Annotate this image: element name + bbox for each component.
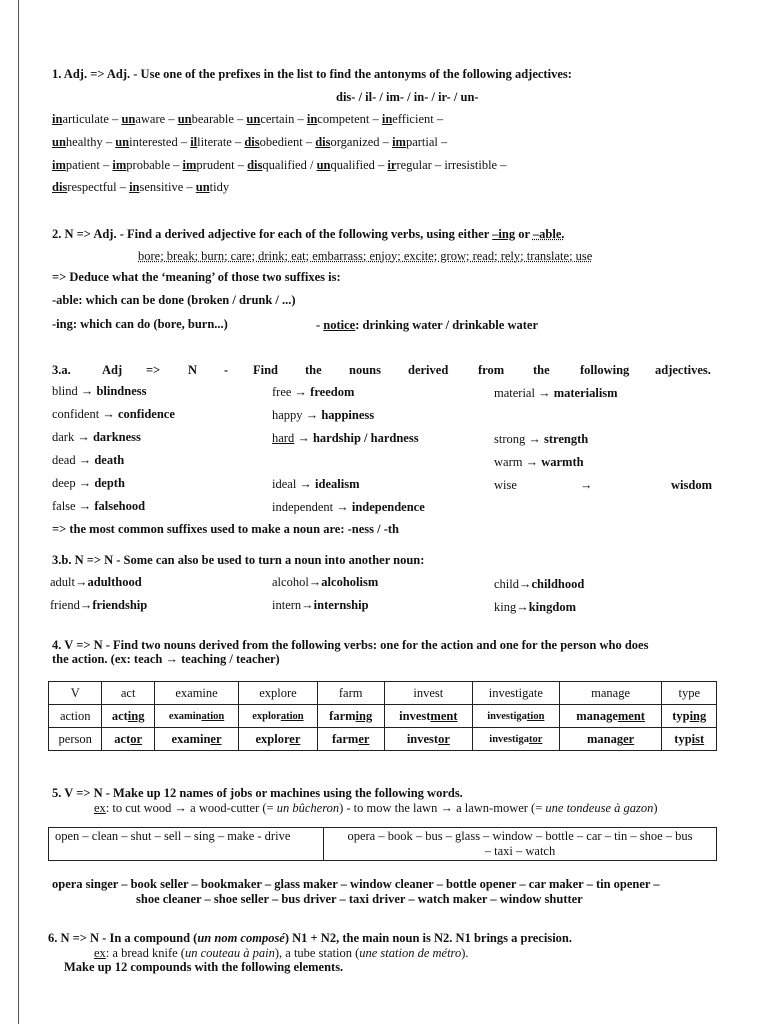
noun-stem: farm [329,708,356,723]
word-pair [494,577,584,592]
prefix-answer: im [182,158,197,172]
section-4-title-2: the action. (ex: teach → teaching / teacher) [52,652,280,666]
prefix-list: dis- / il- / im- / in- / ir- / un- [336,90,479,104]
person-noun-cell [384,728,472,751]
prefix-answer: dis [52,180,68,194]
action-noun-cell [662,705,717,728]
derived-noun: materialism [553,386,618,400]
source-word: alcohol [272,575,309,589]
person-noun-cell [102,728,154,751]
derived-noun: warmth [541,455,584,469]
arrow-icon: → [534,386,554,400]
source-word: happy [272,408,303,422]
word-pair [494,432,588,447]
derived-noun: falsehood [94,499,146,513]
noun-stem: examin [168,710,202,722]
adjective-text: aware – [135,112,178,126]
word-pair [52,407,175,422]
arrow-icon: → [75,453,95,467]
word-pair [52,384,146,399]
derived-noun: wisdom [671,478,712,492]
action-noun-cell [384,705,472,728]
action-noun-cell [317,705,384,728]
adjective-text: qualified – [330,158,388,172]
arrow-icon: → [75,499,95,513]
notice-line: - notice: drinking water / drinkable water [316,318,538,332]
noun-suffix: tion [526,710,545,722]
noun-stem: typ [672,708,690,723]
noun-stem: person [58,731,92,746]
section-3a-title-word: derived [408,363,449,377]
section-6-example: ex: a bread knife (un couteau à pain), a tube station (une station de métro). [94,946,469,960]
noun-stem: invest [399,708,431,723]
source-word: king [494,600,517,614]
section-6-instruction: Make up 12 compounds with the following elements. [64,960,344,974]
verb-cell: act [102,682,154,705]
arrow-icon: → [308,575,322,589]
prefix-answer: im [112,158,127,172]
verb-noun-table [48,681,717,751]
word-box-row [49,828,717,861]
derived-noun: idealism [315,477,360,491]
noun-stem: invest [406,731,439,746]
source-word: material [494,386,535,400]
section-3a-title-word: adjectives. [655,363,711,377]
deduce-instruction: => Deduce what the ‘meaning’ of those two suffixes is: [52,270,341,284]
derived-noun: alcoholism [321,575,379,589]
noun-suffix: ing [127,708,145,723]
word-pair [52,476,125,491]
section-3a-title-word: 3.a. [52,363,71,377]
noun-suffix: ation [201,710,225,722]
person-noun-cell [472,728,559,751]
derived-noun: blindness [96,384,147,398]
section-5-answers-1: opera singer – book seller – bookmaker – glass maker – window cleaner – bottle opener – car maker – tin opener – [52,877,660,891]
arrow-icon: → [333,500,352,514]
table-row-verbs [49,682,717,705]
verb-cell: V [49,682,102,705]
prefix-answer: un [52,135,66,149]
adjective-text: probable – [126,158,183,172]
section-5-example: ex: to cut wood → a wood-cutter (= un bûcheron) - to mow the lawn → a lawn-mower (= une tondeuse à gazon) [94,801,658,815]
derived-noun: internship [313,598,369,612]
section-3a-title-word: Adj [102,363,123,377]
antonym-line [52,180,229,195]
noun-stem: explor [252,710,281,722]
arrow-icon: → [525,432,544,446]
noun-suffix: ment [617,708,645,723]
noun-stem: typ [674,731,692,746]
prefix-answer: in [306,112,318,126]
noun-stem: manage [576,708,618,723]
verb-cell: farm [317,682,384,705]
arrow-icon: → [99,407,118,421]
prefix-answer: im [392,135,406,149]
prefix-answer: un [177,112,192,126]
source-word: hard [272,431,295,445]
action-noun-cell [154,705,238,728]
noun-stem: explor [255,731,290,746]
arrow-icon: → [79,598,93,612]
prefix-answer: in [129,180,140,194]
source-word: free [272,385,292,399]
adjective-text: healthy – [65,135,116,149]
prefix-answer: un [115,135,130,149]
source-word: blind [52,384,78,398]
noun-word-cell: opera – book – bus – glass – window – bottle – car – tin – shoe – bus – taxi – watch [324,828,717,861]
noun-suffix: er [623,731,635,746]
word-pair [494,600,576,615]
prefix-answer: dis [315,135,331,149]
word-pair [50,598,147,613]
noun-suffix: or [130,731,143,746]
adjective-text: competent – [317,112,382,126]
derived-noun: strength [544,432,589,446]
noun-stem: farm [331,731,359,746]
noun-suffix-summary: => the most common suffixes used to make a noun are: -ness / -th [52,522,399,536]
source-word: false [52,499,76,513]
noun-stem: manag [586,731,624,746]
word-pair [272,575,378,590]
word-pair [52,453,124,468]
word-pair [494,386,618,401]
prefix-answer: il [190,135,198,149]
antonym-line [52,135,447,150]
derived-noun: kingdom [528,600,576,614]
adjective-text: patient – [65,158,113,172]
verb-cell: explore [239,682,318,705]
adjective-text: bearable – [191,112,247,126]
adjective-text: partial – [405,135,448,149]
person-noun-cell [317,728,384,751]
adjective-text: certain – [260,112,307,126]
section-3a-title-word: the [533,363,550,377]
noun-stem: examin [171,731,211,746]
noun-suffix: or [438,731,450,746]
verb-cell: examine [154,682,238,705]
word-pair [494,478,593,493]
word-pair [272,385,354,400]
person-noun-cell [559,728,662,751]
noun-stem: act [111,708,128,723]
word-pair [272,477,360,492]
word-pair [272,598,369,613]
word-pair [272,431,419,446]
derived-noun: freedom [310,385,355,399]
antonym-line [52,112,443,127]
noun-suffix: ation [280,710,304,722]
noun-stem: action [59,708,91,723]
section-6-title: 6. N => N - In a compound (un nom composé) N1 + N2, the main noun is N2. N1 brings a precision. [48,931,572,945]
adjective-text: tidy [209,180,230,194]
adjective-text: qualified / [262,158,317,172]
verb-cell: manage [559,682,662,705]
prefix-answer: un [246,112,261,126]
source-word: child [494,577,519,591]
adjective-text: efficient – [392,112,444,126]
derived-noun: darkness [92,430,141,444]
noun-suffix: ing [355,708,373,723]
arrow-icon: → [576,478,593,492]
noun-suffix: ist [691,731,705,746]
verb-cell: type [662,682,717,705]
prefix-answer: in [381,112,393,126]
adjective-text: organized – [330,135,393,149]
derived-noun: depth [94,476,125,490]
arrow-icon: → [74,430,93,444]
derived-noun: adulthood [87,575,142,589]
source-word: warm [494,455,523,469]
derived-noun: hardship / hardness [312,431,419,445]
person-noun-cell [154,728,238,751]
word-pair [272,500,425,515]
person-noun-cell [239,728,318,751]
word-pair [494,455,584,470]
arrow-icon: → [516,600,529,614]
verb-cell: investigate [472,682,559,705]
noun-stem: investiga [489,733,529,745]
noun-stem: act [114,731,131,746]
noun-suffix: tor [528,733,543,745]
noun-suffix: ing [689,708,707,723]
verb-cell: invest [384,682,472,705]
word-pair [272,408,374,423]
section-4-title-1: 4. V => N - Find two nouns derived from the following verbs: one for the action and one for the person who does [52,638,649,652]
source-word: adult [50,575,75,589]
section-3a-title-word: N [188,363,198,377]
table-row-action [49,705,717,728]
source-word: confident [52,407,100,421]
section-3a-title-word: the [305,363,322,377]
adjective-text: literate – [197,135,245,149]
arrow-icon: → [302,408,322,422]
arrow-icon: → [294,431,313,445]
able-meaning: -able: which can be done (broken / drunk / ...) [52,293,296,307]
arrow-icon: → [522,455,542,469]
derived-noun: childhood [531,577,585,591]
verb-list: bore; break; burn; care; drink; eat; embarrass; enjoy; excite; grow; read; rely; translate; use [138,249,593,263]
derived-noun: friendship [92,598,148,612]
arrow-icon: → [75,476,95,490]
section-3a-title-word: following [580,363,630,377]
row-label-cell [49,728,102,751]
section-5-answers-2: shoe cleaner – shoe seller – bus driver – taxi driver – watch maker – window shutter [136,892,583,906]
source-word: friend [50,598,80,612]
word-pair [50,575,142,590]
section-3b-title: 3.b. N => N - Some can also be used to turn a noun into another noun: [52,553,425,567]
word-box [48,827,717,861]
adjective-text: articulate – [62,112,122,126]
prefix-answer: un [316,158,331,172]
source-word: ideal [272,477,297,491]
section-3a-title-word: from [478,363,505,377]
ing-meaning: -ing: which can do (bore, burn...) [52,317,228,331]
section-3a-title-word: Find [253,363,279,377]
source-word: intern [272,598,302,612]
arrow-icon: → [296,477,316,491]
adjective-text: interested – [129,135,191,149]
arrow-icon: → [301,598,314,612]
source-word: dark [52,430,75,444]
prefix-answer: ir [387,158,397,172]
prefix-answer: un [121,112,136,126]
prefix-answer: dis [247,158,263,172]
section-1-title: 1. Adj. => Adj. - Use one of the prefixes in the list to find the antonyms of the following adjectives: [52,67,572,81]
action-noun-cell [239,705,318,728]
table-row-person [49,728,717,751]
section-3a-title-word: => [146,363,161,377]
arrow-icon: → [75,575,88,589]
prefix-answer: im [52,158,66,172]
source-word: independent [272,500,334,514]
noun-stem: investiga [487,710,527,722]
word-pair [52,430,141,445]
noun-suffix: er [210,731,222,746]
source-word: wise [494,478,517,492]
prefix-answer: un [195,180,210,194]
page-edge-line [18,0,19,1024]
arrow-icon: → [77,384,97,398]
arrow-icon: → [291,385,311,399]
verb-word-cell: open – clean – shut – sell – sing – make - drive [49,828,324,861]
derived-noun: independence [351,500,425,514]
antonym-line [52,158,506,173]
arrow-icon: → [519,577,532,591]
source-word: deep [52,476,76,490]
action-noun-cell [559,705,662,728]
section-5-title: 5. V => N - Make up 12 names of jobs or machines using the following words. [52,786,463,800]
source-word: strong [494,432,526,446]
adjective-text: respectful – [67,180,130,194]
section-2-title: 2. N => Adj. - Find a derived adjective for each of the following verbs, using either –ing or –able. [52,227,565,241]
adjective-text: obedient – [259,135,316,149]
derived-noun: confidence [117,407,175,421]
noun-suffix: er [289,731,301,746]
section-3a-title-word: nouns [349,363,381,377]
action-noun-cell [472,705,559,728]
action-noun-cell [102,705,154,728]
derived-noun: happiness [321,408,375,422]
section-3a-title-word: - [224,363,229,377]
person-noun-cell [662,728,717,751]
adjective-text: regular – irresistible – [396,158,507,172]
source-word: dead [52,453,76,467]
adjective-text: prudent – [196,158,248,172]
noun-suffix: ment [430,708,458,723]
row-label-cell [49,705,102,728]
adjective-text: sensitive – [139,180,196,194]
prefix-answer: dis [244,135,260,149]
derived-noun: death [94,453,125,467]
prefix-answer: in [52,112,63,126]
word-pair [52,499,145,514]
noun-suffix: er [358,731,370,746]
